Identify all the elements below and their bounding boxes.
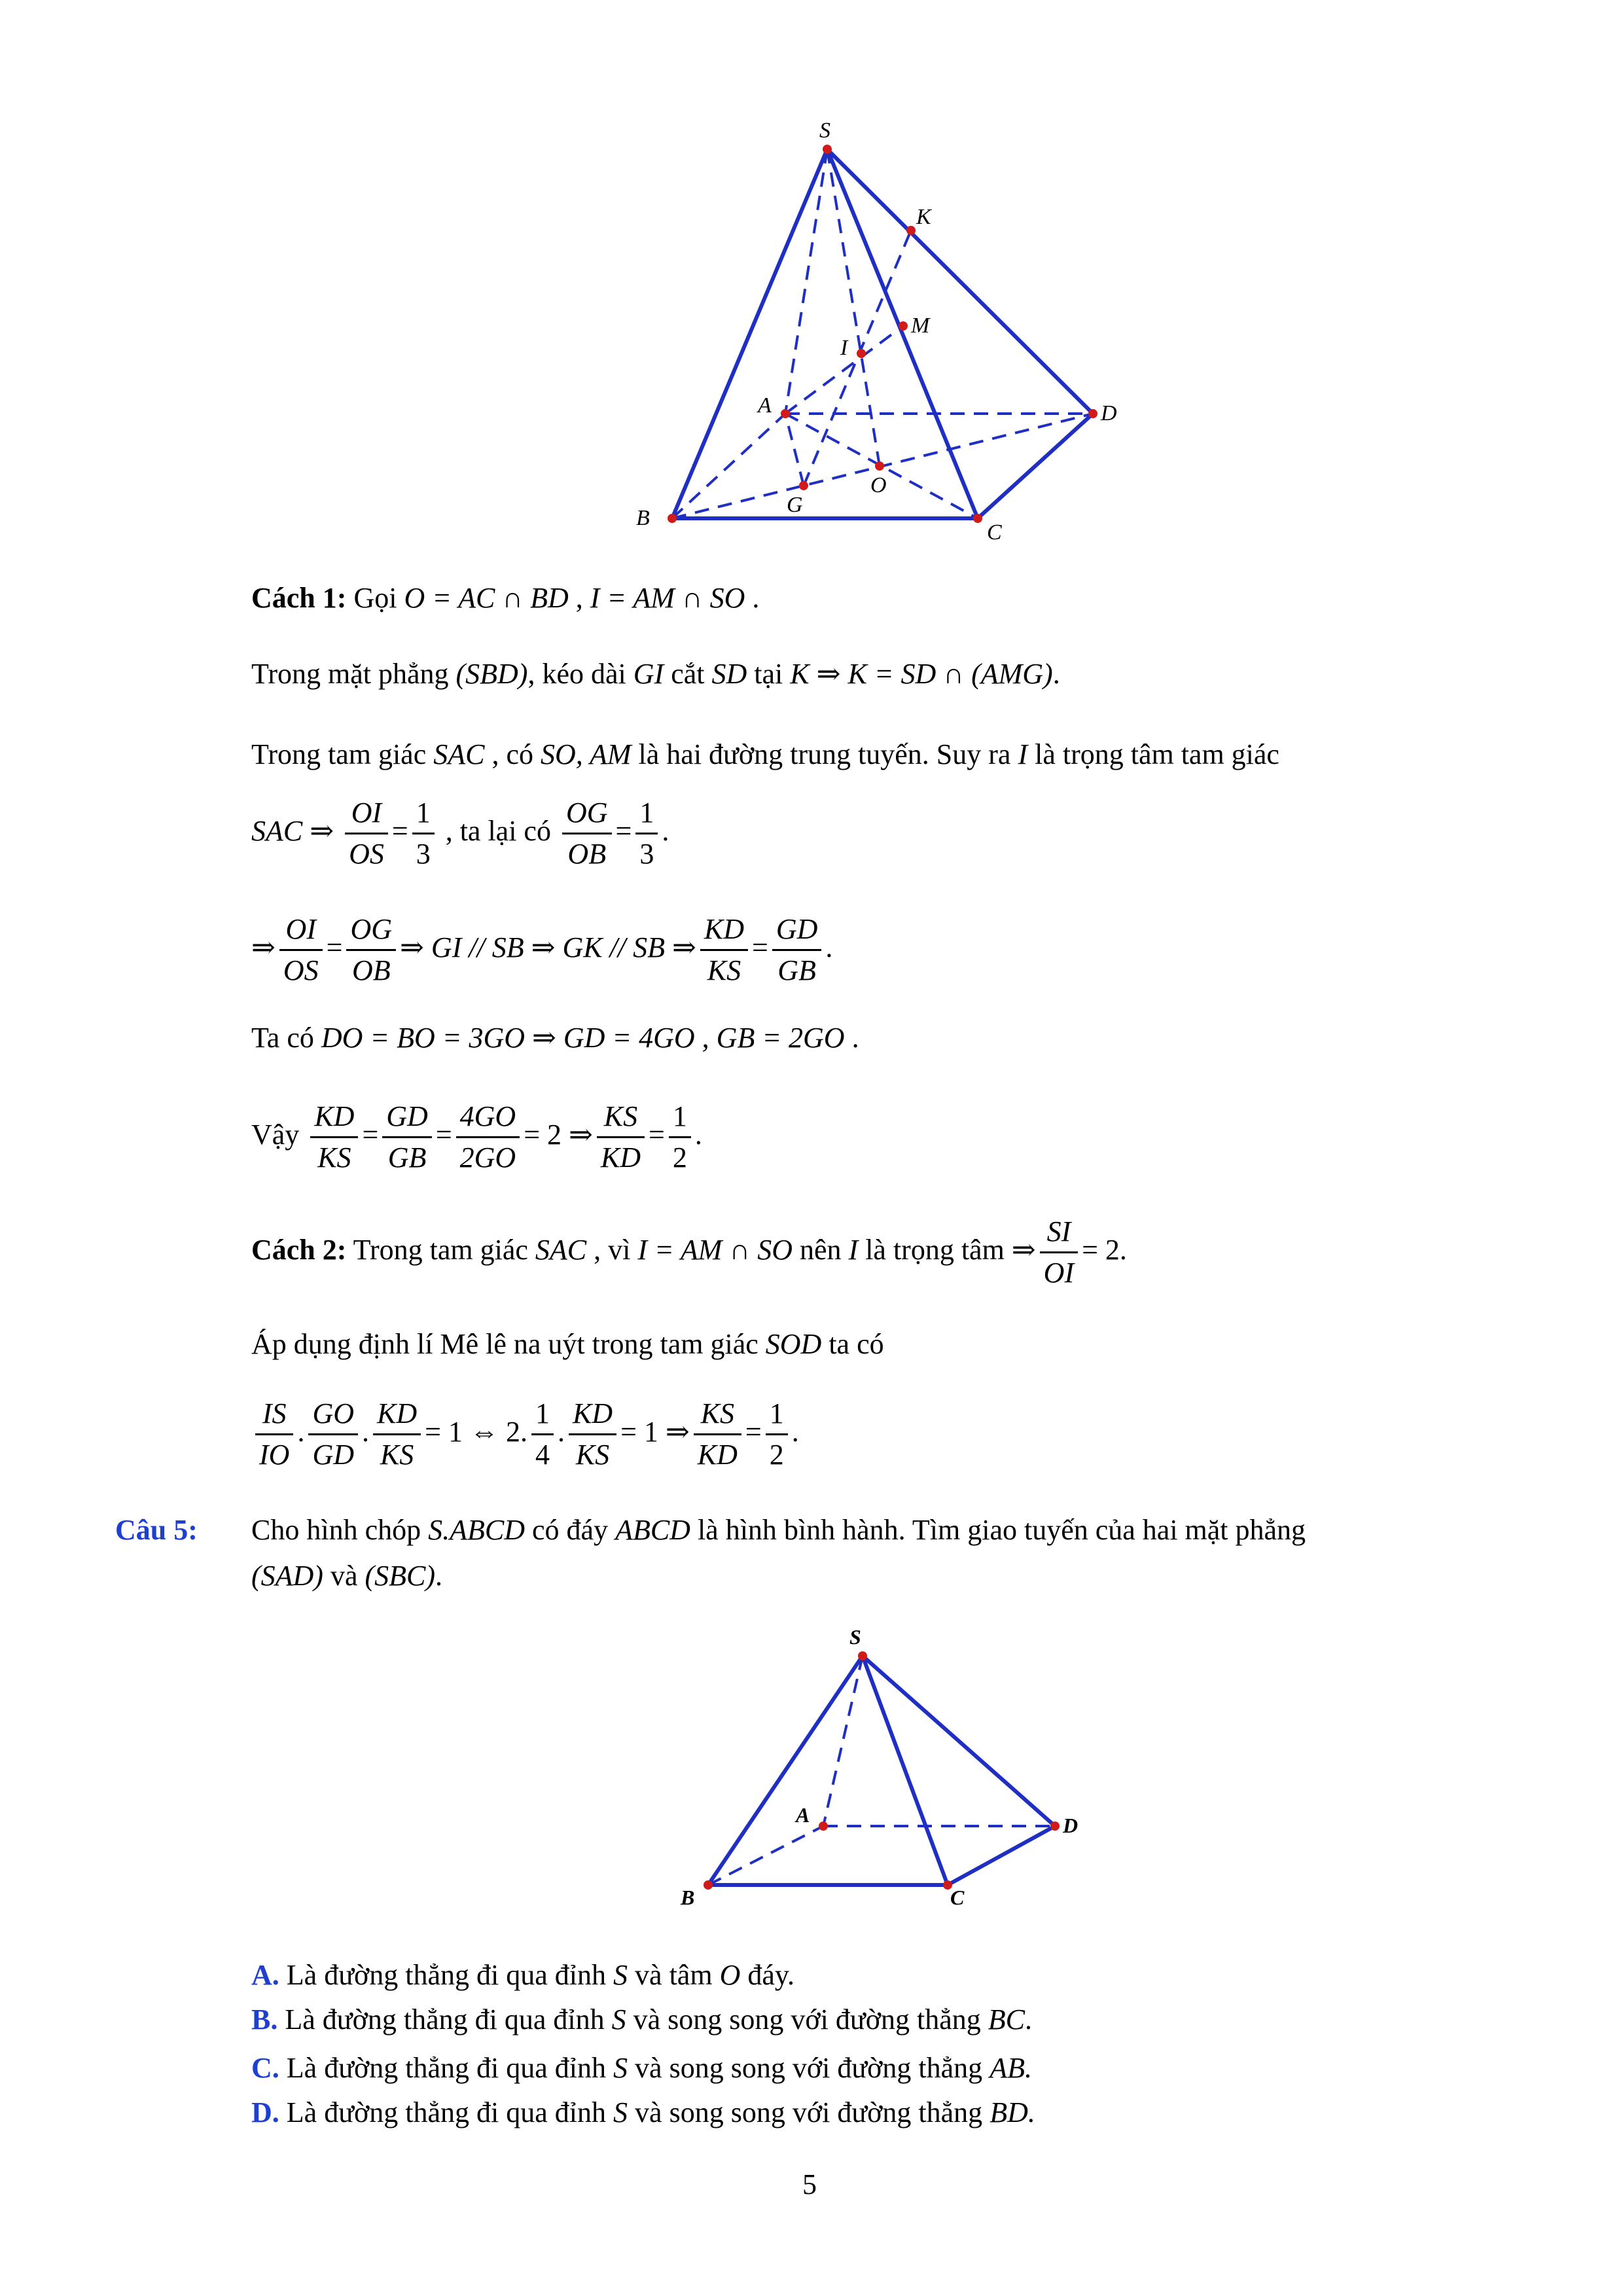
frac: $\frac{4GO}{2GO}$ — [456, 1097, 520, 1177]
frac: $\frac{KS}{KD}$ — [597, 1097, 645, 1177]
label-M: M — [911, 314, 930, 338]
frac: $\frac{GO}{GD}$ — [308, 1394, 358, 1475]
frac: $\frac{1}{4}$ — [531, 1394, 554, 1475]
frac: $\frac{1}{2}$ — [766, 1394, 788, 1475]
frac: $\frac{KD}{KS}$ — [700, 910, 748, 990]
cach1-label: Cách 1: — [251, 582, 347, 614]
label2-S: S — [849, 1625, 861, 1649]
cau5-question-line1: Cho hình chóp S.ABCD có đáy ABCD là hình bình hành. Tìm giao tuyến của hai mặt phẳng — [251, 1514, 1306, 1546]
cach1-line1: Cách 1: Gọi O = AC ∩ BD , I = AM ∩ SO . — [251, 582, 760, 614]
cach2-label: Cách 2: — [251, 1234, 347, 1266]
figure-pyramid-1 — [589, 98, 1178, 569]
frac-1-3b: $\frac{1}{3}$ — [635, 793, 658, 874]
frac: $\frac{OI}{OS}$ — [279, 910, 323, 990]
frac: $\frac{SI}{OI}$ — [1040, 1212, 1078, 1293]
frac: $\frac{1}{2}$ — [669, 1097, 691, 1177]
frac: $\frac{GD}{GB}$ — [382, 1097, 432, 1177]
label2-D: D — [1063, 1814, 1079, 1837]
page-number: 5 — [802, 2168, 817, 2200]
label-K: K — [916, 205, 931, 229]
cach2-line1: Cách 2: Trong tam giác SAC , vì I = AM ∩ SO nên I là trọng tâm ⇒ $\frac{SI}{OI}$ = 2. — [251, 1204, 1127, 1296]
frac-oi-os: $\frac{OI}{OS}$ — [345, 793, 388, 874]
frac: $\frac{KD}{KS}$ — [310, 1097, 358, 1177]
frac-1-3: $\frac{1}{3}$ — [412, 793, 435, 874]
label2-B: B — [681, 1886, 695, 1909]
frac-og-ob: $\frac{OG}{OB}$ — [562, 793, 612, 874]
frac: $\frac{KD}{KS}$ — [373, 1394, 421, 1475]
option-a[interactable]: A. Là đường thẳng đi qua đỉnh S và tâm O đáy. — [251, 1959, 795, 1991]
frac: $\frac{KD}{KS}$ — [569, 1394, 616, 1475]
option-d[interactable]: D. Là đường thẳng đi qua đỉnh S và song song với đường thẳng BD. — [251, 2096, 1035, 2128]
figure-pyramid-2 — [668, 1623, 1126, 1924]
label-D: D — [1101, 401, 1117, 425]
option-b[interactable]: B. Là đường thẳng đi qua đỉnh S và song song với đường thẳng BC. — [251, 2003, 1032, 2036]
cach1-line7: Vậy $\frac{KD}{KS}$ = $\frac{GD}{GB}$ = $\frac{4GO}{2GO}$ = 2 ⇒ $\frac{KS}{KD}$ = $\frac{1}{2}$ . — [251, 1089, 702, 1181]
frac: $\frac{KS}{KD}$ — [694, 1394, 741, 1475]
cau5-label: Câu 5: — [115, 1514, 198, 1546]
cach1-line4: SAC ⇒ $\frac{OI}{OS}$ = $\frac{1}{3}$ , ta lại có $\frac{OG}{OB}$ = $\frac{1}{3}$ . — [251, 785, 669, 877]
label2-A: A — [796, 1803, 810, 1827]
label-C: C — [987, 520, 1002, 545]
label-B: B — [636, 506, 650, 530]
label-G: G — [787, 493, 803, 517]
label-A: A — [758, 393, 772, 418]
cach2-line3: $\frac{IS}{IO}$ . $\frac{GO}{GD}$ . $\frac{KD}{KS}$ = 1 ⇔ 2. $\frac{1}{4}$ . $\frac{KD}{KS}$ = 1 ⇒ $\frac{KS}{KD}$ = $\frac{1}{2}$ . — [251, 1386, 799, 1478]
frac: $\frac{OG}{OB}$ — [346, 910, 396, 990]
cach1-line6: Ta có DO = BO = 3GO ⇒ GD = 4GO , GB = 2GO . — [251, 1022, 859, 1054]
option-c[interactable]: C. Là đường thẳng đi qua đỉnh S và song song với đường thẳng AB. — [251, 2052, 1032, 2084]
label-I: I — [840, 336, 848, 360]
cach1-line3: Trong tam giác SAC , có SO, AM là hai đường trung tuyến. Suy ra I là trọng tâm tam giác — [251, 738, 1279, 770]
frac: $\frac{IS}{IO}$ — [255, 1394, 293, 1475]
label-O: O — [870, 473, 887, 497]
cach1-line2: Trong mặt phẳng (SBD), kéo dài GI cắt SD tại K ⇒ K = SD ∩ (AMG). — [251, 658, 1060, 690]
cach2-line2: Áp dụng định lí Mê lê na uýt trong tam giác SOD ta có — [251, 1328, 884, 1360]
label2-C: C — [950, 1886, 965, 1909]
cau5-question-line2: (SAD) và (SBC). — [251, 1560, 443, 1592]
cach1-line5: ⇒ $\frac{OI}{OS}$ = $\frac{OG}{OB}$ ⇒ GI // SB ⇒ GK // SB ⇒ $\frac{KD}{KS}$ = $\frac{GD}{GB}$ . — [251, 902, 832, 994]
frac: $\frac{GD}{GB}$ — [772, 910, 822, 990]
label-S: S — [819, 118, 830, 143]
